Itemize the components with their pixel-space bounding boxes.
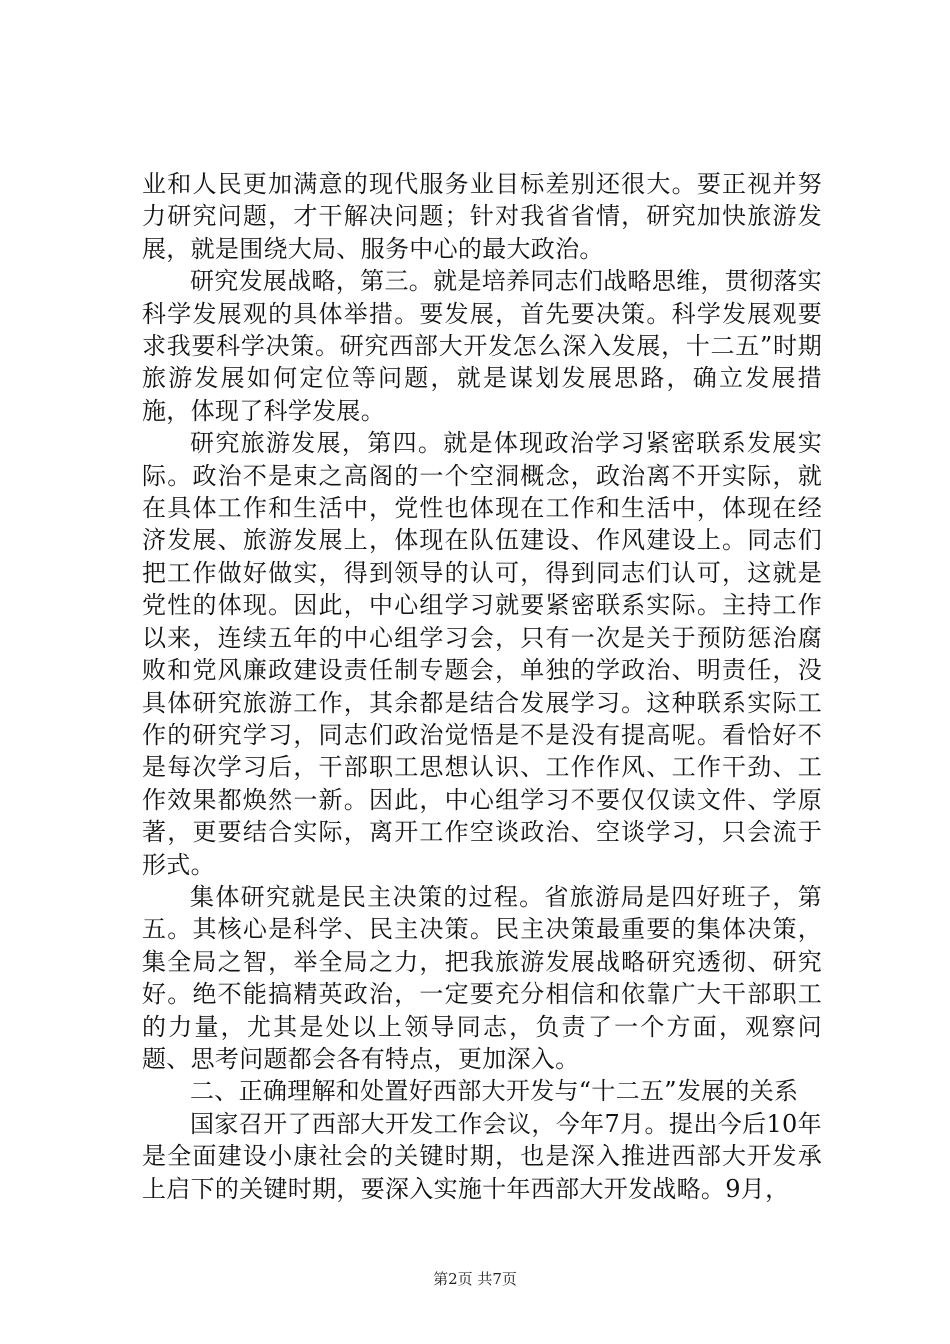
paragraph-tourism-fourth: 研究旅游发展，第四。就是体现政治学习紧密联系发展实际。政治不是束之高阁的一个空洞概念，政治离不开实际，就在具体工作和生活中，党性也体现在工作和生活中，体现在经济发展、旅游发展上，体现在队伍建设、作风建设上。同志们把工作做好做实，得到领导的认可，得到同志们认可，这就是党性的体现。因此，中心组学习就要紧密联系实际。主持工作以来，连续五年的中心组学习会，只有一次是关于预防惩治腐败和党风廉政建设责任制专题会，单独的学政治、明责任，没具体研究旅游工作，其余都是结合发展学习。这种联系实际工作的研究学习，同志们政治觉悟是不是没有提高呢。看恰好不是每次学习后，干部职工思想认识、工作作风、工作干劲、工作效果都焕然一新。因此，中心组学习不要仅仅读文件、学原著，更要结合实际，离开工作空谈政治、空谈学习，只会流于形式。 xyxy=(142,429,822,879)
paragraph-collective-fifth: 集体研究就是民主决策的过程。省旅游局是四好班子，第五。其核心是科学、民主决策。民主决策最重要的集体决策，集全局之智，举全局之力，把我旅游发展战略研究透彻、研究好。绝不能搞精英政治，一定要充分相信和依靠广大干部职工的力量，尤其是处以上领导同志，负责了一个方面，观察问题、思考问题都会各有特点，更加深入。 xyxy=(142,882,822,1073)
page-number-footer: 第2页 共7页 xyxy=(433,1270,517,1288)
paragraph-western-development: 国家召开了西部大开发工作会议，今年7月。提出今后10年是全面建设小康社会的关键时期，也是深入推进西部大开发承上启下的关键时期，要深入实施十年西部大开发战略。9月， xyxy=(142,1109,822,1203)
section-heading-two: 二、正确理解和处置好西部大开发与“十二五”发展的关系 xyxy=(190,1077,799,1106)
paragraph-strategy-third: 研究发展战略，第三。就是培养同志们战略思维，贯彻落实科学发展观的具体举措。要发展，首先要决策。科学发展观要求我要科学决策。研究西部大开发怎么深入发展，十二五”时期旅游发展如何定位等问题，就是谋划发展思路，确立发展措施，体现了科学发展。 xyxy=(142,267,822,425)
paragraph-continuation: 业和人民更加满意的现代服务业目标差别还很大。要正视并努力研究问题，才干解决问题；针对我省省情，研究加快旅游发展，就是围绕大局、服务中心的最大政治。 xyxy=(142,170,822,263)
document-body xyxy=(142,168,822,1205)
